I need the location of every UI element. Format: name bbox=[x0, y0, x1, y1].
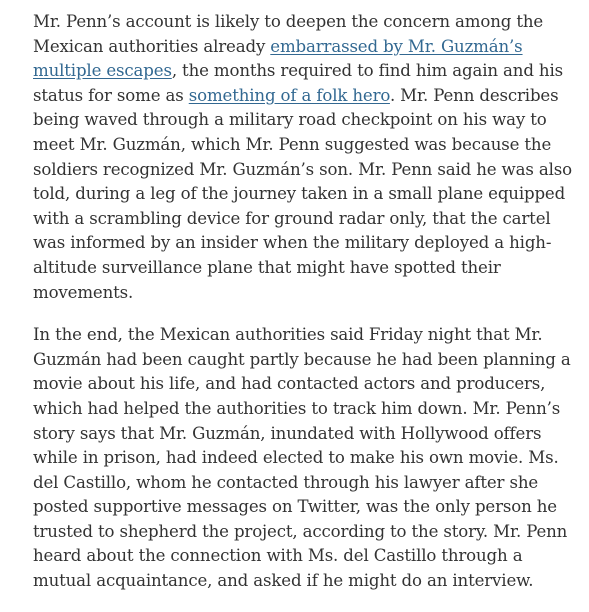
article-paragraph-1 bbox=[33, 10, 573, 305]
paragraph-text: . Mr. Penn describes being waved through a military road checkpoint on his way to meet Mr. Guzmán, which Mr. Penn suggested was because the soldiers recognized Mr. Guzmán’s son. Mr. Penn said he was also told, during a leg of the journey taken in a small plane equipped with a scrambling device for ground radar only, that the cartel was informed by an insider when the military deployed a high-altitude surveillance plane that might have spotted their movements. bbox=[33, 85, 572, 302]
article-paragraph-2 bbox=[33, 323, 573, 594]
paragraph-text: , the months required to find him again and his status for some as bbox=[33, 61, 563, 105]
paragraph-text: In the end, the Mexican authorities said Friday night that Mr. Guzmán had been caught partly because he had been planning a movie about his life, and had contacted actors and producers, which had helped the authorities to track him down. Mr. Penn’s story says that Mr. Guzmán, inundated with Hollywood offers while in prison, had indeed elected to make his own movie. Ms. del Castillo, whom he contacted through his lawyer after she posted supportive messages on Twitter, was the only person he trusted to shepherd the project, according to the story. Mr. Penn heard about the connection with Ms. del Castillo through a mutual acquaintance, and asked if he might do an interview. bbox=[33, 325, 571, 591]
paragraph-text: Mr. Penn’s account is likely to deepen the concern among the Mexican authorities already bbox=[33, 12, 544, 56]
link-guzman-escapes[interactable]: embarrassed by Mr. Guzmán’s multiple escapes bbox=[33, 36, 523, 81]
link-folk-hero[interactable]: something of a folk hero bbox=[188, 85, 390, 105]
article-body bbox=[33, 10, 573, 612]
